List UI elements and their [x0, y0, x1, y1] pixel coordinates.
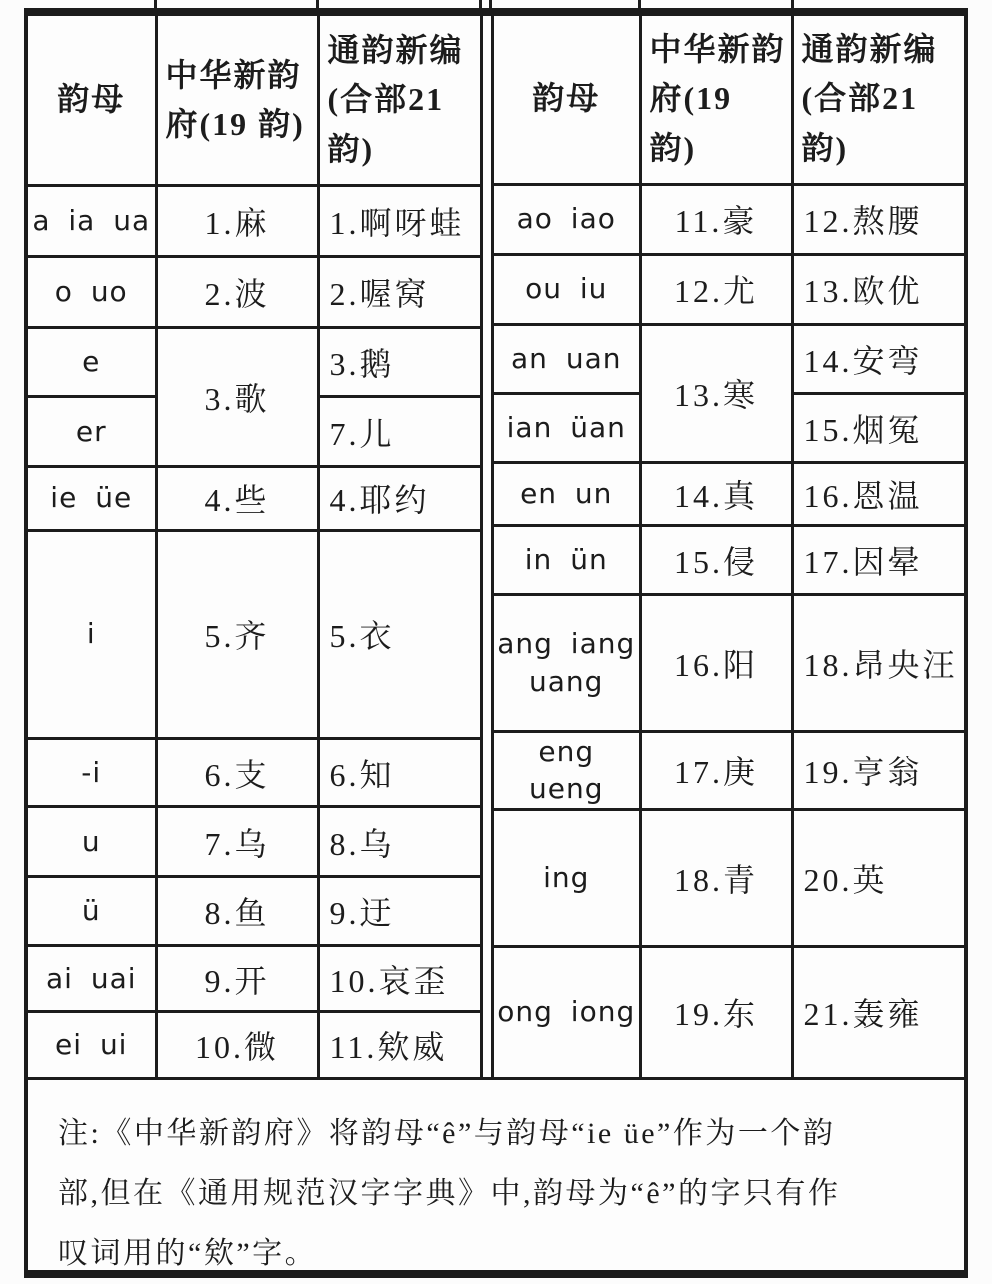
- table-body: [28, 16, 964, 1077]
- final-cell: ou iu: [494, 254, 640, 324]
- table-row: [494, 525, 964, 594]
- border-tick: [638, 0, 641, 8]
- border-tick: [489, 0, 492, 8]
- tongyun-cell: 8.乌: [318, 807, 480, 877]
- zhonghua-cell: 9.开: [156, 945, 318, 1012]
- table-row: [28, 945, 480, 1012]
- final-cell: -i: [28, 738, 156, 807]
- zhonghua-cell: 16.阳: [640, 594, 792, 731]
- zhonghua-cell: 11.豪: [640, 184, 792, 254]
- header-finals: 韵母: [494, 16, 640, 184]
- final-cell: i: [28, 530, 156, 738]
- table-row: [28, 807, 480, 877]
- table-row: [494, 254, 964, 324]
- tongyun-cell: 16.恩温: [792, 462, 964, 525]
- footnote-line: 注:《中华新韵府》将韵母“ê”与韵母“ie üe”作为一个韵: [58, 1116, 836, 1150]
- final-cell: er: [28, 397, 156, 467]
- tongyun-cell: 3.鹅: [318, 327, 480, 397]
- table-row: [28, 256, 480, 327]
- header-tongyun: 通韵新编(合部21 韵): [318, 16, 480, 186]
- tongyun-cell: 19.亨翁: [792, 731, 964, 810]
- footnote-line: 部,但在《通用规范汉字字典》中,韵母为“ê”的字只有作: [58, 1176, 841, 1210]
- table-row: [28, 327, 480, 397]
- tongyun-cell: 4.耶约: [318, 466, 480, 530]
- table-row: [28, 186, 480, 257]
- table-row: [494, 324, 964, 393]
- table-row: [494, 947, 964, 1077]
- table-row: [494, 462, 964, 525]
- tongyun-cell: 12.熬腰: [792, 184, 964, 254]
- final-cell: a ia ua: [28, 186, 156, 257]
- final-cell: e: [28, 327, 156, 397]
- border-tick: [479, 0, 482, 8]
- final-cell: ei ui: [28, 1012, 156, 1077]
- final-cell: ai uai: [28, 945, 156, 1012]
- zhonghua-cell-merged: 3.歌: [156, 327, 318, 466]
- zhonghua-cell: 19.东: [640, 947, 792, 1077]
- zhonghua-cell-merged: 13.寒: [640, 324, 792, 462]
- tongyun-cell: 11.欸威: [318, 1012, 480, 1077]
- final-cell: in ün: [494, 525, 640, 594]
- footnote-line: 叹词用的“欸”字。: [58, 1236, 318, 1270]
- border-tick: [154, 0, 157, 8]
- tongyun-cell: 10.哀歪: [318, 945, 480, 1012]
- table-row: [494, 594, 964, 731]
- zhonghua-cell: 14.真: [640, 462, 792, 525]
- final-cell: an uan: [494, 324, 640, 393]
- final-cell: o uo: [28, 256, 156, 327]
- header-zhonghua: 中华新韵府(19 韵): [156, 16, 318, 186]
- zhonghua-cell: 15.侵: [640, 525, 792, 594]
- zhonghua-cell: 18.青: [640, 810, 792, 947]
- tongyun-cell: 21.轰雍: [792, 947, 964, 1077]
- tongyun-cell: 1.啊呀蛙: [318, 186, 480, 257]
- zhonghua-cell: 6.支: [156, 738, 318, 807]
- finals-table-right: [494, 16, 964, 1077]
- table-split-divider: [480, 16, 494, 1077]
- table-row: [28, 738, 480, 807]
- zhonghua-cell: 10.微: [156, 1012, 318, 1077]
- zhonghua-cell: 12.尤: [640, 254, 792, 324]
- tongyun-cell: 2.喔窝: [318, 256, 480, 327]
- zhonghua-cell: 5.齐: [156, 530, 318, 738]
- final-cell: ing: [494, 810, 640, 947]
- footnote: [28, 1077, 964, 1270]
- zhonghua-cell: 8.鱼: [156, 877, 318, 946]
- header-finals: 韵母: [28, 16, 156, 186]
- tongyun-cell: 18.昂央汪: [792, 594, 964, 731]
- tongyun-cell: 17.因晕: [792, 525, 964, 594]
- table-row: [28, 1012, 480, 1077]
- final-cell: ong iong: [494, 947, 640, 1077]
- tongyun-cell: 20.英: [792, 810, 964, 947]
- header-row: [28, 16, 480, 186]
- zhonghua-cell: 4.些: [156, 466, 318, 530]
- border-tick: [791, 0, 794, 8]
- zhonghua-cell: 7.乌: [156, 807, 318, 877]
- header-tongyun: 通韵新编(合部21 韵): [792, 16, 964, 184]
- table-row: [494, 810, 964, 947]
- rhyme-comparison-table: [24, 8, 968, 1278]
- final-cell: ü: [28, 877, 156, 946]
- table-row: [28, 877, 480, 946]
- zhonghua-cell: 17.庚: [640, 731, 792, 810]
- header-zhonghua: 中华新韵府(19 韵): [640, 16, 792, 184]
- finals-table-left: [28, 16, 480, 1077]
- final-cell: ian üan: [494, 393, 640, 462]
- tongyun-cell: 5.衣: [318, 530, 480, 738]
- final-cell: eng ueng: [494, 731, 640, 810]
- tongyun-cell: 13.欧优: [792, 254, 964, 324]
- final-cell: ao iao: [494, 184, 640, 254]
- tongyun-cell: 6.知: [318, 738, 480, 807]
- table-row: [28, 466, 480, 530]
- table-row: [28, 530, 480, 738]
- final-cell: en un: [494, 462, 640, 525]
- zhonghua-cell: 1.麻: [156, 186, 318, 257]
- tongyun-cell: 15.烟冤: [792, 393, 964, 462]
- table-row: [494, 731, 964, 810]
- final-cell: ang iang uang: [494, 594, 640, 731]
- tongyun-cell: 7.儿: [318, 397, 480, 467]
- final-cell: ie üe: [28, 466, 156, 530]
- border-tick: [316, 0, 319, 8]
- table-row: [494, 184, 964, 254]
- tongyun-cell: 14.安弯: [792, 324, 964, 393]
- zhonghua-cell: 2.波: [156, 256, 318, 327]
- final-cell: u: [28, 807, 156, 877]
- header-row: [494, 16, 964, 184]
- tongyun-cell: 9.迂: [318, 877, 480, 946]
